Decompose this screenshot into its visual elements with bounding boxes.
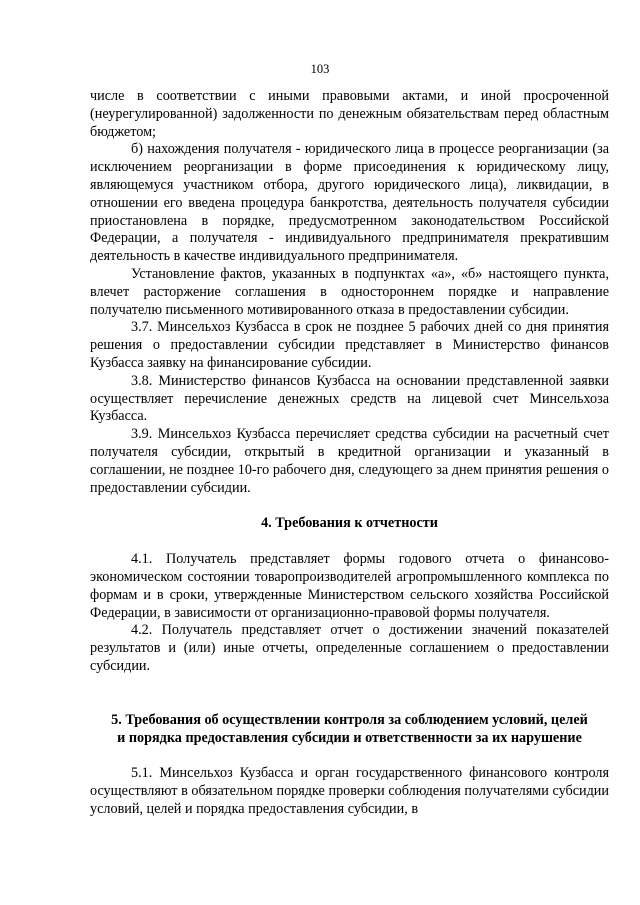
paragraph: 4.1. Получатель представляет формы годового отчета о финансово-экономическом состоянии товаропроизводителей агропромышленного комплекса по формам и в сроки, утвержденные Министерством сельского хозяйства Российской Федерации, в зависимости от организационно-правовой формы получателя.	[90, 551, 609, 621]
paragraph: б) нахождения получателя - юридического лица в процессе реорганизации (за исключением реорганизации в форме присоединения к юридическому лицу, являющемуся участником отбора, другого юридического лица), ликвидации, в отношении его введена процедура банкротства, деятельность получателя субсидии приостановлена в порядке, предусмотренном законодательством Российской Федерации, а получателя - индивидуального предпринимателя прекратившим деятельность в качестве индивидуального предпринимателя.	[90, 141, 609, 265]
section-heading-line: и порядка предоставления субсидии и ответственности за их нарушение	[117, 729, 582, 746]
paragraph: 3.7. Минсельхоз Кузбасса в срок не позднее 5 рабочих дней со дня принятия решения о предоставлении субсидии представляет в Министерство финансов Кузбасса заявку на финансирование субсидии.	[90, 319, 609, 371]
paragraph: 3.8. Министерство финансов Кузбасса на основании представленной заявки осуществляет перечисление денежных средств на лицевой счет Минсельхоза Кузбасса.	[90, 372, 609, 425]
paragraph: 5.1. Минсельхоз Кузбасса и орган государственного финансового контроля осуществляют в обязательном порядке проверки соблюдения получателями субсидии условий, целей и порядка предоставления субсидии, в	[90, 765, 609, 817]
section-heading: 4. Требования к отчетности	[261, 515, 438, 532]
paragraph: 4.2. Получатель представляет отчет о достижении значений показателей результатов и (или) иные отчеты, определенные соглашением о предоставлении субсидии.	[90, 622, 609, 674]
section-heading	[90, 712, 609, 748]
section-heading-line: 5. Требования об осуществлении контроля за соблюдением условий, целей	[111, 711, 588, 728]
paragraph: числе в соответствии с иными правовыми актами, и иной просроченной (неурегулированной) задолженности по денежным обязательствам перед областным бюджетом;	[90, 88, 609, 140]
document-body	[90, 88, 609, 819]
paragraph: 3.9. Минсельхоз Кузбасса перечисляет средства субсидии на расчетный счет получателя субсидии, открытый в кредитной организации и указанный в соглашении, не позднее 10-го рабочего дня, следующего за днем принятия решения о предоставлении субсидии.	[90, 426, 609, 496]
paragraph: Установление фактов, указанных в подпунктах «а», «б» настоящего пункта, влечет расторжение соглашения в одностороннем порядке и направление получателю письменного мотивированного отказа в предоставлении субсидии.	[90, 265, 609, 318]
page-number: 103	[310, 62, 330, 76]
